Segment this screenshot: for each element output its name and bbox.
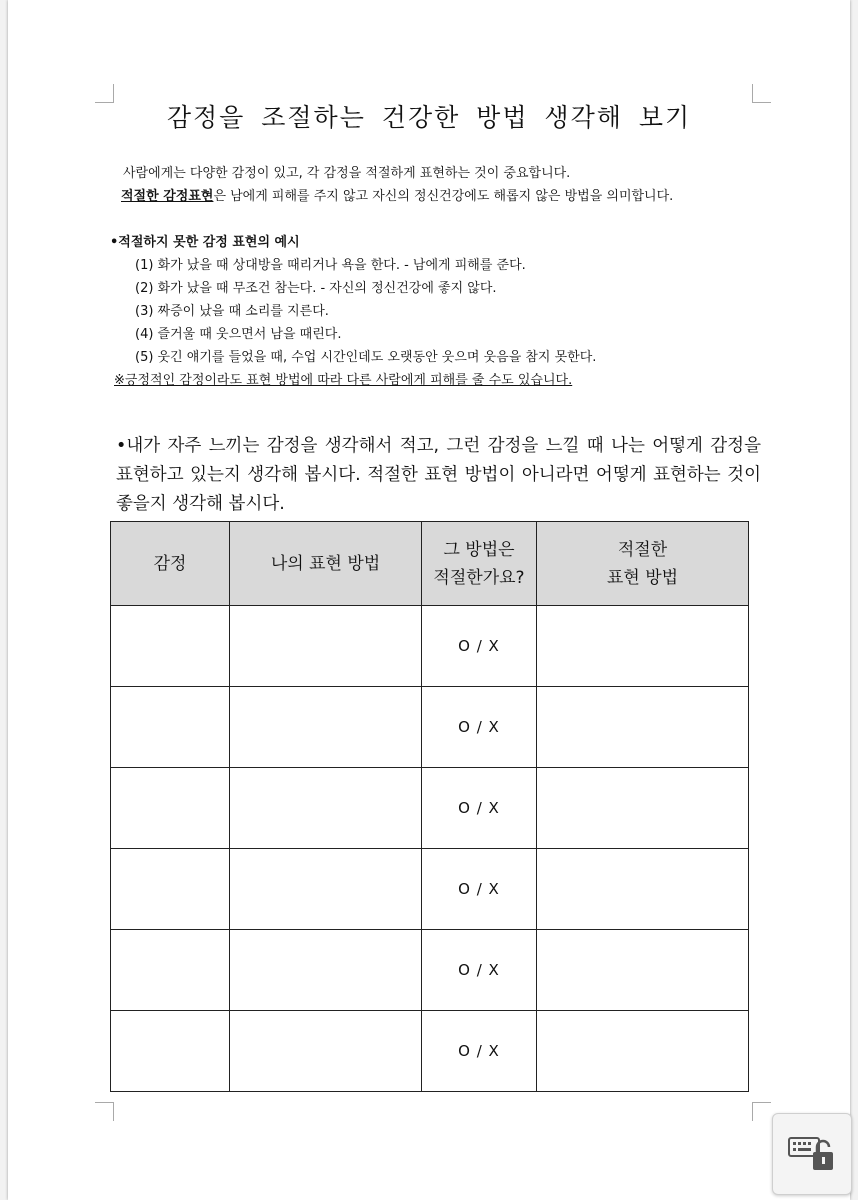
ox-check-cell[interactable]: O / X: [422, 849, 537, 930]
example-item: (3) 짜증이 났을 때 소리를 지른다.: [135, 304, 329, 319]
header-appropriate-line-1: 그 방법은: [443, 539, 515, 560]
intro-emphasis: 적절한 감정표현: [121, 189, 214, 204]
crop-mark-bottom-left: [95, 1102, 114, 1121]
method-cell[interactable]: [230, 768, 422, 849]
emotion-cell[interactable]: [111, 768, 230, 849]
keyboard-unlock-button[interactable]: [772, 1113, 852, 1195]
ox-check-cell[interactable]: O / X: [422, 930, 537, 1011]
example-item: (4) 즐거울 때 웃으면서 남을 때린다.: [135, 327, 342, 342]
method-cell[interactable]: [230, 1011, 422, 1092]
crop-mark-bottom-right: [752, 1102, 771, 1121]
example-item: (5) 웃긴 얘기를 들었을 때, 수업 시간인데도 오랫동안 웃으며 웃음을 참지 못한다.: [135, 350, 597, 365]
emotion-cell[interactable]: [111, 687, 230, 768]
method-cell[interactable]: [230, 606, 422, 687]
instruction-paragraph: •내가 자주 느끼는 감정을 생각해서 적고, 그런 감정을 느낄 때 나는 어떻게 감정을 표현하고 있는지 생각해 봅시다. 적절한 표현 방법이 아니라면 어떻게 표현하는 것이 좋을지 생각해 봅시다.: [116, 436, 761, 514]
header-better-line-1: 적절한: [617, 539, 668, 560]
emotion-cell[interactable]: [111, 849, 230, 930]
intro-line-2-rest: 은 남에게 피해를 주지 않고 자신의 정신건강에도 해롭지 않은 방법을 의미합니다.: [213, 189, 674, 204]
emotion-worksheet-table: [110, 521, 749, 1092]
method-cell[interactable]: [230, 849, 422, 930]
better-method-cell[interactable]: [537, 930, 749, 1011]
header-appropriate-line-2: 적절한가요?: [433, 567, 525, 588]
intro-line-1: 사람에게는 다양한 감정이 있고, 각 감정을 적절하게 표현하는 것이 중요합니다.: [123, 166, 571, 181]
table-row: [111, 849, 749, 930]
table-row: [111, 930, 749, 1011]
table-row: [111, 1011, 749, 1092]
emotion-cell[interactable]: [111, 1011, 230, 1092]
better-method-cell[interactable]: [537, 606, 749, 687]
table-row: [111, 687, 749, 768]
header-emotion: 감정: [111, 522, 230, 606]
ox-check-cell[interactable]: O / X: [422, 1011, 537, 1092]
better-method-cell[interactable]: [537, 849, 749, 930]
ox-check-cell[interactable]: O / X: [422, 606, 537, 687]
examples-section: [110, 231, 770, 392]
table-row: [111, 606, 749, 687]
method-cell[interactable]: [230, 687, 422, 768]
header-better-method: [537, 522, 749, 606]
header-better-line-2: 표현 방법: [606, 567, 679, 588]
example-item: (2) 화가 났을 때 무조건 참는다. - 자신의 정신건강에 좋지 않다.: [135, 281, 497, 296]
examples-heading: •적절하지 못한 감정 표현의 예시: [110, 235, 300, 250]
keyboard-unlock-icon: [787, 1134, 839, 1174]
examples-note: ※긍정적인 감정이라도 표현 방법에 따라 다른 사람에게 피해를 줄 수도 있습니다.: [114, 373, 573, 388]
better-method-cell[interactable]: [537, 768, 749, 849]
emotion-cell[interactable]: [111, 606, 230, 687]
method-cell[interactable]: [230, 930, 422, 1011]
ox-check-cell[interactable]: O / X: [422, 687, 537, 768]
better-method-cell[interactable]: [537, 1011, 749, 1092]
table-row: [111, 768, 749, 849]
header-appropriate-question: [422, 522, 537, 606]
emotion-cell[interactable]: [111, 930, 230, 1011]
intro-paragraph: [116, 162, 766, 208]
ox-check-cell[interactable]: O / X: [422, 768, 537, 849]
better-method-cell[interactable]: [537, 687, 749, 768]
example-item: (1) 화가 났을 때 상대방을 때리거나 욕을 한다. - 남에게 피해를 준다.: [135, 258, 526, 273]
intro-line-2: [116, 185, 766, 208]
page-title: 감정을 조절하는 건강한 방법 생각해 보기: [166, 103, 692, 132]
header-my-method: 나의 표현 방법: [230, 522, 422, 606]
table-header-row: [111, 522, 749, 606]
